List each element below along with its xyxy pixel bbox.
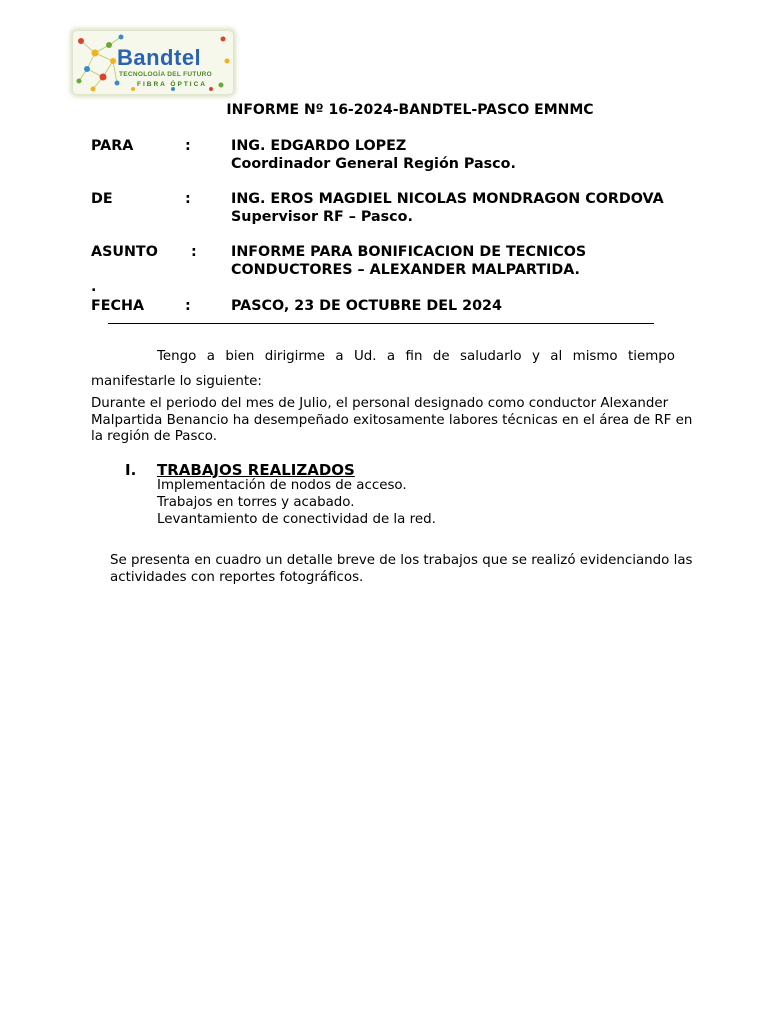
asunto-line1: INFORME PARA BONIFICACION DE TECNICOS <box>231 244 587 260</box>
de-name: ING. EROS MAGDIEL NICOLAS MONDRAGON CORDOVA <box>231 191 664 207</box>
para-label: PARA <box>91 138 134 154</box>
paragraph-line1: Durante el periodo del mes de Julio, el personal designado como conductor Alexander <box>91 396 669 411</box>
section-number: I. <box>125 461 137 479</box>
closing-line2: actividades con reportes fotográficos. <box>110 570 364 585</box>
para-colon: : <box>185 138 191 154</box>
list-item: Levantamiento de conectividad de la red. <box>157 512 436 527</box>
header-divider <box>108 323 654 324</box>
logo-brand-text: Bandtel <box>117 45 202 70</box>
company-logo <box>73 31 233 94</box>
paragraph-line2: Malpartida Benancio ha desempeñado exitosamente labores técnicas en el área de RF en <box>91 413 693 428</box>
list-item: Trabajos en torres y acabado. <box>157 495 355 510</box>
logo-tagline: TECNOLOGÍA DEL FUTURO <box>119 71 212 78</box>
de-label: DE <box>91 191 113 207</box>
paragraph-line3: la región de Pasco. <box>91 429 218 444</box>
de-role: Supervisor RF – Pasco. <box>231 209 413 225</box>
fecha-label: FECHA <box>91 298 145 314</box>
report-title: INFORME Nº 16-2024-BANDTEL-PASCO EMNMC <box>226 102 594 118</box>
stray-dot: . <box>91 279 97 295</box>
para-role: Coordinador General Región Pasco. <box>231 156 516 172</box>
closing-line1: Se presenta en cuadro un detalle breve de los trabajos que se realizó evidenciando las <box>110 553 693 568</box>
greeting-line2: manifestarle lo siguiente: <box>91 374 262 389</box>
fecha-colon: : <box>185 298 191 314</box>
para-name: ING. EDGARDO LOPEZ <box>231 138 407 154</box>
greeting-line1: Tengo a bien dirigirme a Ud. a fin de saludarlo y al mismo tiempo <box>157 349 675 364</box>
logo-subline: FIBRA ÓPTICA <box>137 81 207 88</box>
asunto-label: ASUNTO <box>91 244 158 260</box>
de-colon: : <box>185 191 191 207</box>
asunto-colon: : <box>191 244 197 260</box>
list-item: Implementación de nodos de acceso. <box>157 478 407 493</box>
asunto-line2: CONDUCTORES – ALEXANDER MALPARTIDA. <box>231 262 580 278</box>
fecha-value: PASCO, 23 DE OCTUBRE DEL 2024 <box>231 298 502 314</box>
section-title: TRABAJOS REALIZADOS <box>157 461 355 479</box>
